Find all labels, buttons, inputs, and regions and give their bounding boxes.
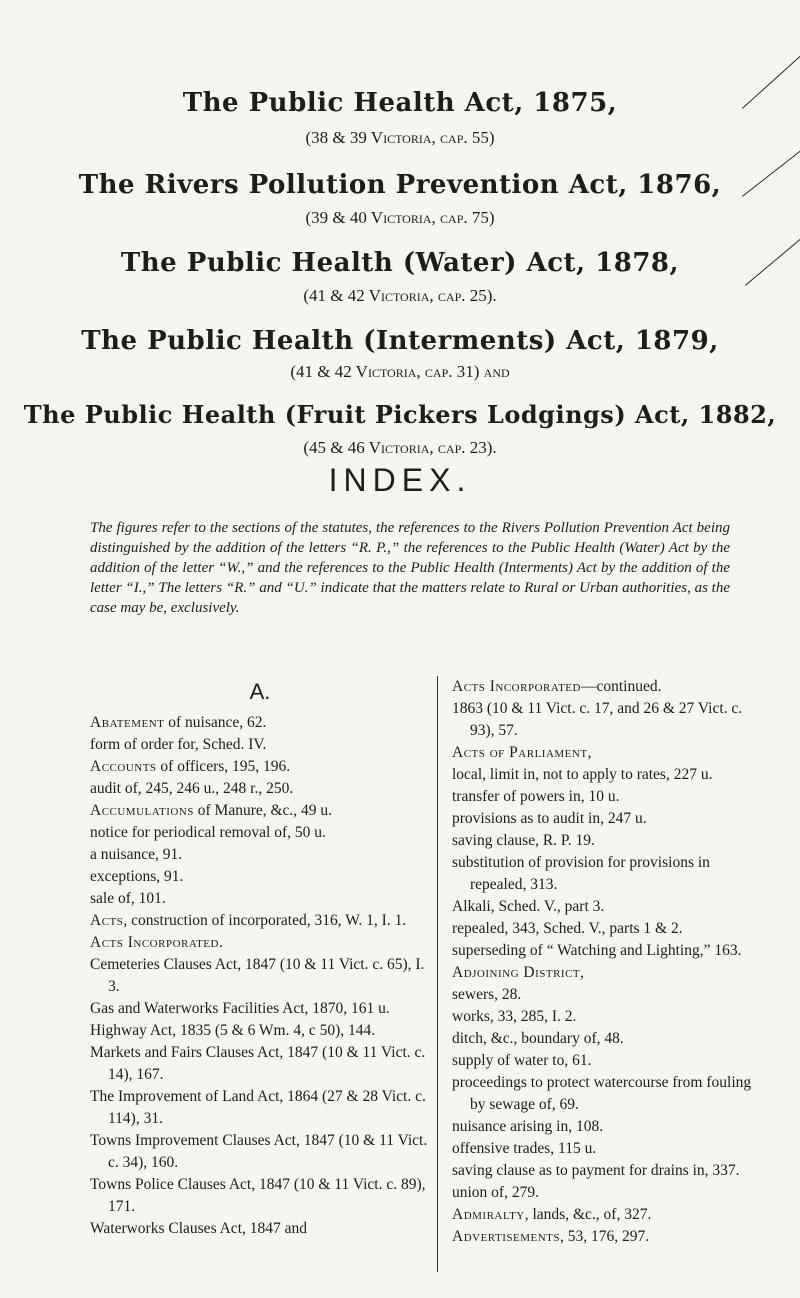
entry-heading: Acts <box>90 912 124 929</box>
index-entry <box>452 896 752 918</box>
entry-text: Highway Act, 1835 (5 & 6 Wm. 4, c 50), 144. <box>90 1022 376 1039</box>
index-entry <box>452 1182 752 1204</box>
index-entry <box>90 1130 430 1174</box>
act-sub-2: (39 & 40 Victoria, cap. 75) <box>305 208 495 227</box>
index-entry <box>90 1086 430 1130</box>
entry-text: Alkali, Sched. V., part 3. <box>452 898 605 915</box>
entry-text: exceptions, 91. <box>90 868 184 885</box>
entry-text: substitution of provision for provisions in repealed, 313. <box>452 854 710 893</box>
index-entry <box>90 734 430 756</box>
index-entry <box>90 1042 430 1086</box>
index-entry <box>452 830 752 852</box>
entry-text: saving clause as to payment for drains in, 337. <box>452 1162 740 1179</box>
act-title-3: The Public Health (Water) Act, 1878, <box>120 248 680 278</box>
index-entry <box>90 932 430 954</box>
index-entry <box>452 1028 752 1050</box>
index-entry <box>90 910 430 932</box>
index-column-right <box>452 676 752 1248</box>
entry-text: of officers, 195, 196. <box>156 758 291 775</box>
entry-text: audit of, 245, 246 u., 248 r., 250. <box>90 780 294 797</box>
entry-text: —continued. <box>580 678 662 695</box>
index-entry <box>452 742 752 764</box>
index-entry <box>452 698 752 742</box>
index-entry <box>452 1160 752 1182</box>
act-sub-1: (38 & 39 Victoria, cap. 55) <box>305 128 495 147</box>
act-title-5: The Public Health (Fruit Pickers Lodgings) Act, 1882, <box>23 400 777 429</box>
act-sub-5: (45 & 46 Victoria, cap. 23). <box>303 438 497 457</box>
act-title-2: The Rivers Pollution Prevention Act, 1876, <box>78 170 722 200</box>
entry-text: proceedings to protect watercourse from fouling by sewage of, 69. <box>452 1074 752 1113</box>
entry-text: , 53, 176, 297. <box>559 1228 650 1245</box>
index-entry <box>90 712 430 734</box>
index-heading: INDEX. <box>328 462 472 498</box>
entry-heading: Advertisements <box>452 1228 560 1245</box>
entry-heading: Admiralty <box>452 1206 525 1223</box>
entry-heading: Acts Incorporated <box>452 678 581 695</box>
index-entry <box>90 1020 430 1042</box>
entry-text: union of, 279. <box>452 1184 539 1201</box>
entry-text: a nuisance, 91. <box>90 846 183 863</box>
entry-text: . <box>218 934 223 951</box>
index-entry <box>90 998 430 1020</box>
index-entry <box>452 984 752 1006</box>
entry-text: nuisance arising in, 108. <box>452 1118 604 1135</box>
entry-text: sewers, 28. <box>452 986 522 1003</box>
entry-text: saving clause, R. P. 19. <box>452 832 595 849</box>
entry-text: Cemeteries Clauses Act, 1847 (10 & 11 Vict. c. 65), I. 3. <box>90 956 425 995</box>
index-entry <box>452 786 752 808</box>
index-entry <box>452 764 752 786</box>
index-entry <box>452 808 752 830</box>
index-entry <box>90 778 430 800</box>
entry-text: supply of water to, 61. <box>452 1052 592 1069</box>
act-sub-3: (41 & 42 Victoria, cap. 25). <box>303 286 497 305</box>
entry-text: sale of, 101. <box>90 890 166 907</box>
entry-heading: Acts Incorporated <box>90 934 219 951</box>
index-entry <box>452 1050 752 1072</box>
entry-text: , construction of incorporated, 316, W. 1, I. 1. <box>123 912 407 929</box>
entry-text: ditch, &c., boundary of, 48. <box>452 1030 624 1047</box>
entry-text: Gas and Waterworks Facilities Act, 1870, 161 u. <box>90 1000 390 1017</box>
index-entry <box>452 918 752 940</box>
index-entry <box>90 844 430 866</box>
index-entry <box>90 822 430 844</box>
index-column-left <box>90 676 430 1240</box>
index-entry <box>452 962 752 984</box>
index-entry <box>452 1006 752 1028</box>
entry-heading: Acts of Parliament <box>452 744 588 761</box>
column-divider <box>437 676 438 1272</box>
entry-text: offensive trades, 115 u. <box>452 1140 597 1157</box>
entry-text: superseding of “ Watching and Lighting,” 163. <box>452 942 742 959</box>
entry-text: Towns Improvement Clauses Act, 1847 (10 & 11 Vict. c. 34), 160. <box>90 1132 428 1171</box>
right-entry-list <box>452 676 752 1248</box>
index-intro-note: The figures refer to the sections of the statutes, the references to the Rivers Pollution Prevention Act being distinguished by the addition of the letters “R. P.,” the references to the Public Health (Water) Act by the addition of the letter “W.,” and the references to the Public Health (Interments) Act by the addition of the letter “I.,” The letters “R.” and “U.” indicate that the matters relate to Rural or Urban authorities, as the case may be, exclusively. <box>90 520 730 616</box>
index-entry <box>452 676 752 698</box>
entry-text: 1863 (10 & 11 Vict. c. 17, and 26 & 27 Vict. c. 93), 57. <box>452 700 743 739</box>
index-entry <box>90 1218 430 1240</box>
index-entry <box>452 1072 752 1116</box>
entry-heading: Accumulations <box>90 802 194 819</box>
entry-heading: Adjoining District <box>452 964 581 981</box>
entry-text: , <box>580 964 585 981</box>
entry-text: The Improvement of Land Act, 1864 (27 & 28 Vict. c. 114), 31. <box>90 1088 426 1127</box>
index-entry <box>452 852 752 896</box>
entry-text: Waterworks Clauses Act, 1847 and <box>90 1220 307 1237</box>
index-entry <box>90 800 430 822</box>
entry-text: local, limit in, not to apply to rates, 227 u. <box>452 766 713 783</box>
act-title-1: The Public Health Act, 1875, <box>182 88 618 118</box>
index-entry <box>452 1204 752 1226</box>
act-title-4: The Public Health (Interments) Act, 1879, <box>81 326 719 356</box>
index-entry <box>90 954 430 998</box>
left-entry-list <box>90 712 430 1240</box>
entry-text: provisions as to audit in, 247 u. <box>452 810 647 827</box>
index-entry <box>452 940 752 962</box>
entry-heading: Abatement <box>90 714 165 731</box>
section-letter: A. <box>249 679 271 704</box>
index-entry <box>90 1174 430 1218</box>
entry-text: Markets and Fairs Clauses Act, 1847 (10 & 11 Vict. c. 14), 167. <box>90 1044 426 1083</box>
index-entry <box>90 866 430 888</box>
entry-text: , <box>587 744 592 761</box>
index-entry <box>452 1226 752 1248</box>
entry-text: , lands, &c., of, 327. <box>524 1206 652 1223</box>
index-entry <box>452 1116 752 1138</box>
entry-text: notice for periodical removal of, 50 u. <box>90 824 326 841</box>
act-sub-4: (41 & 42 Victoria, cap. 31) and <box>290 362 510 381</box>
entry-text: repealed, 343, Sched. V., parts 1 & 2. <box>452 920 683 937</box>
entry-text: of nuisance, 62. <box>164 714 267 731</box>
entry-heading: Accounts <box>90 758 157 775</box>
index-entry <box>452 1138 752 1160</box>
entry-text: transfer of powers in, 10 u. <box>452 788 620 805</box>
index-entry <box>90 756 430 778</box>
index-entry <box>90 888 430 910</box>
entry-text: works, 33, 285, I. 2. <box>452 1008 577 1025</box>
entry-text: form of order for, Sched. IV. <box>90 736 267 753</box>
entry-text: of Manure, &c., 49 u. <box>193 802 333 819</box>
entry-text: Towns Police Clauses Act, 1847 (10 & 11 Vict. c. 89), 171. <box>90 1176 426 1215</box>
